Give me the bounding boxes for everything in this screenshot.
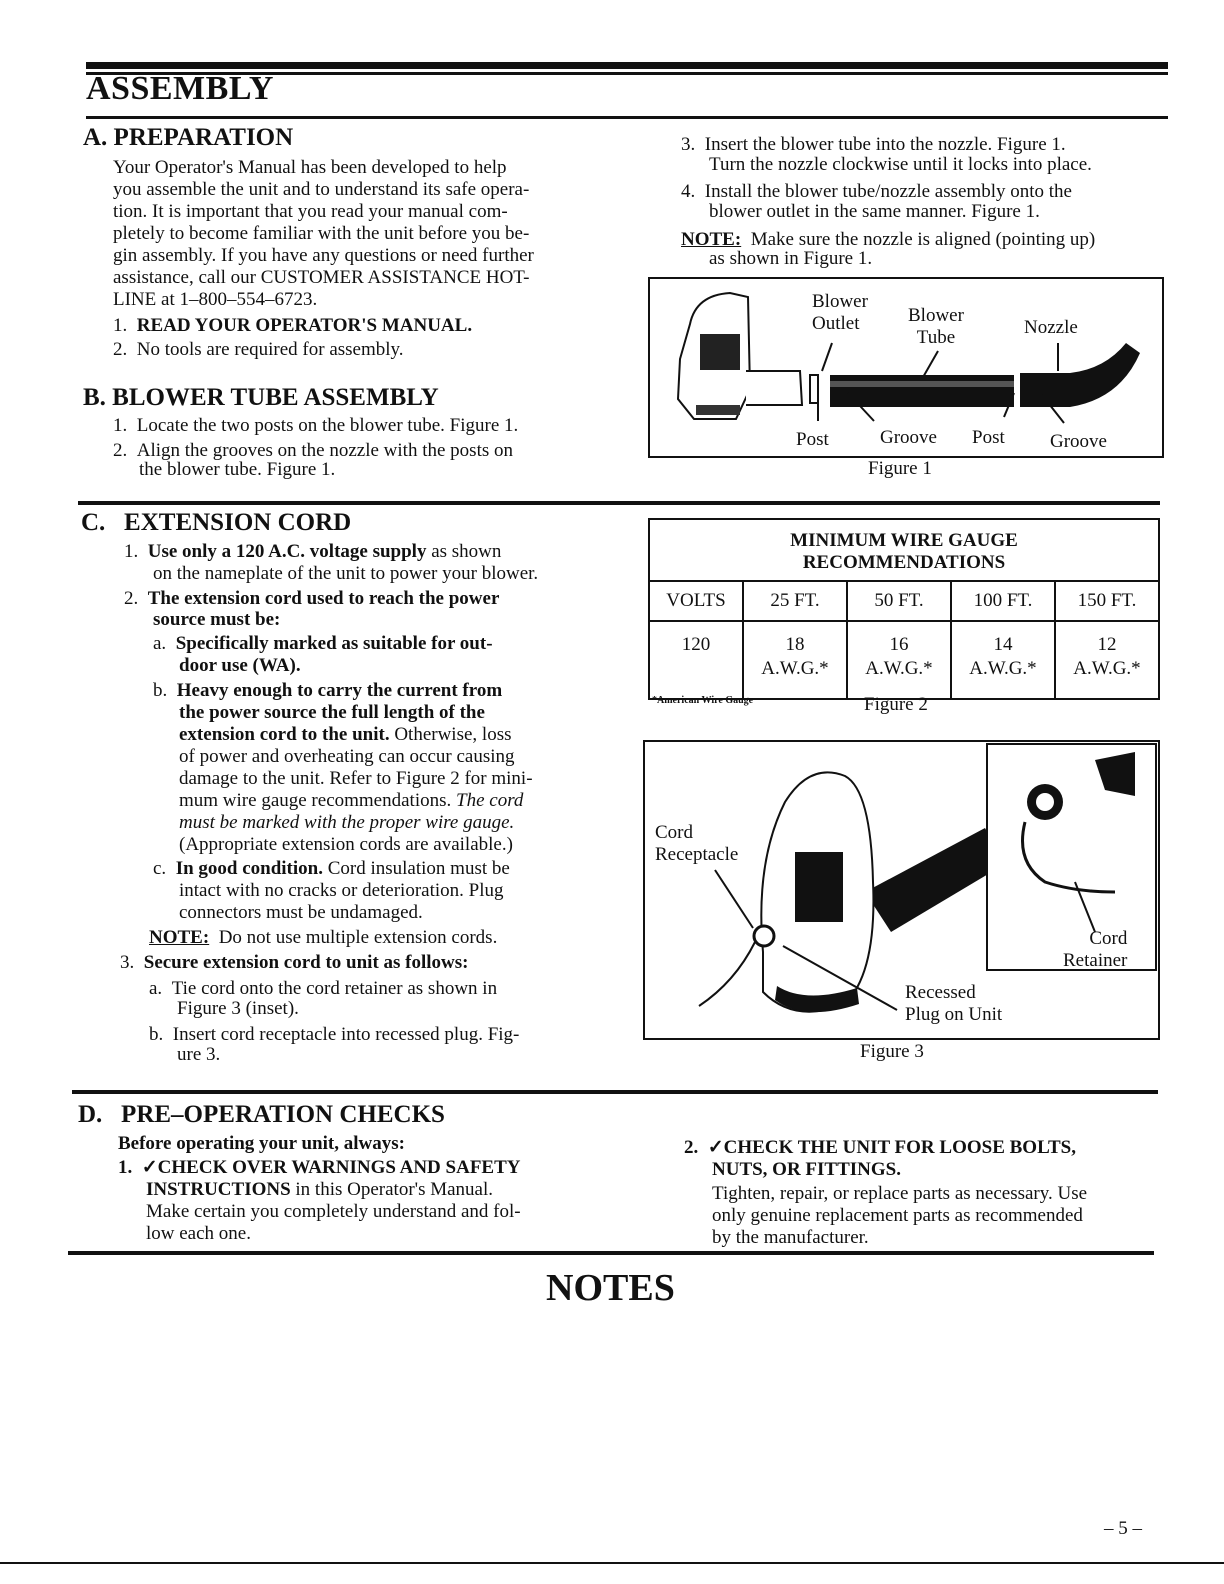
blower-item-3: 3. Insert the blower tube into the nozzle. Figure 1.	[681, 134, 1066, 155]
divider-c	[78, 501, 1160, 505]
preop-check-1-l2: INSTRUCTIONS in this Operator's Manual.	[146, 1179, 494, 1200]
blower-cord-diagram	[645, 742, 1158, 1038]
label-groove-2: Groove	[1050, 431, 1107, 452]
blower-item-2: 2. Align the grooves on the nozzle with the posts on	[113, 440, 513, 461]
page-number: – 5 –	[1104, 1518, 1142, 1539]
ext-item-2: 2. The extension cord used to reach the power	[124, 588, 500, 609]
preop-intro: Before operating your unit, always:	[118, 1133, 405, 1154]
figure-1-caption: Figure 1	[868, 458, 932, 479]
ext-item-2a-cont: door use (WA).	[179, 655, 301, 676]
top-rule	[86, 62, 1168, 69]
figure-2-caption: Figure 2	[864, 694, 928, 715]
prep-line: assistance, call our CUSTOMER ASSISTANCE HOT-	[113, 267, 530, 288]
preop-check-2-l4: only genuine replacement parts as recommended	[712, 1205, 1083, 1226]
ext-item-2c: c. In good condition. Cord insulation must be	[153, 858, 510, 879]
ext-item-2b: b. Heavy enough to carry the current from	[153, 680, 503, 701]
ext-item-2c-l2: intact with no cracks or deterioration. Plug	[179, 880, 504, 901]
prep-item-1: 1. READ YOUR OPERATOR'S MANUAL.	[113, 315, 473, 336]
prep-line: you assemble the unit and to understand its safe opera-	[113, 179, 530, 200]
col-100ft: 100 FT.	[951, 581, 1055, 621]
title-rule	[86, 116, 1168, 119]
label-cord-receptacle: Cord Receptacle	[655, 822, 739, 865]
blower-note: NOTE: Make sure the nozzle is aligned (pointing up)	[681, 229, 1096, 250]
ext-item-3a: a. Tie cord onto the cord retainer as shown in	[149, 978, 498, 999]
col-150ft: 150 FT.	[1055, 581, 1159, 621]
ext-item-1-cont: on the nameplate of the unit to power your blower.	[153, 563, 539, 584]
label-blower-tube: Blower Tube	[908, 305, 964, 348]
col-volts: VOLTS	[649, 581, 743, 621]
divider-d	[72, 1090, 1158, 1094]
ext-item-2a: a. Specifically marked as suitable for out-	[153, 633, 493, 654]
table-row	[649, 621, 1159, 699]
section-preparation-heading: A. PREPARATION	[83, 124, 294, 151]
col-50ft: 50 FT.	[847, 581, 951, 621]
ext-item-3: 3. Secure extension cord to unit as follows:	[120, 952, 469, 973]
ext-item-2b-l2: the power source the full length of the	[179, 702, 485, 723]
preop-check-1-l3: Make certain you completely understand and fol-	[146, 1201, 521, 1222]
prep-line: tion. It is important that you read your manual com-	[113, 201, 508, 222]
preop-check-2-l5: by the manufacturer.	[712, 1227, 869, 1248]
ext-item-2-cont: source must be:	[153, 609, 281, 630]
bottom-rule	[0, 1562, 1224, 1564]
wire-gauge-table	[648, 518, 1160, 700]
ext-item-3a-cont: Figure 3 (inset).	[177, 998, 299, 1019]
ext-item-2b-l8: (Appropriate extension cords are available.)	[179, 834, 513, 855]
section-preop-heading: D. PRE–OPERATION CHECKS	[78, 1101, 445, 1128]
blower-item-1: 1. Locate the two posts on the blower tube. Figure 1.	[113, 415, 519, 436]
ext-note: NOTE: Do not use multiple extension cords.	[149, 927, 498, 948]
ext-item-2b-l3: extension cord to the unit. Otherwise, loss	[179, 724, 512, 745]
ext-item-2b-l4: of power and overheating can occur causing	[179, 746, 515, 767]
divider-notes	[68, 1251, 1154, 1255]
col-25ft: 25 FT.	[743, 581, 847, 621]
page-title: ASSEMBLY	[86, 70, 274, 107]
prep-line: LINE at 1–800–554–6723.	[113, 289, 318, 310]
label-post-1: Post	[796, 429, 829, 450]
preop-check-2-l3: Tighten, repair, or replace parts as necessary. Use	[712, 1183, 1088, 1204]
ext-item-2b-l5: damage to the unit. Refer to Figure 2 for mini-	[179, 768, 533, 789]
prep-line: Your Operator's Manual has been developed to help	[113, 157, 507, 178]
label-nozzle: Nozzle	[1024, 317, 1078, 338]
cell-150ft: 12 A.W.G.*	[1055, 621, 1159, 699]
notes-title: NOTES	[546, 1267, 675, 1309]
prep-line: pletely to become familiar with the unit before you be-	[113, 223, 530, 244]
label-post-2: Post	[972, 427, 1005, 448]
table-footnote: *American Wire Gauge	[652, 695, 754, 706]
ext-item-1: 1. Use only a 120 A.C. voltage supply as shown	[124, 541, 502, 562]
preop-check-2-l2: NUTS, OR FITTINGS.	[712, 1159, 901, 1180]
label-blower-outlet: Blower Outlet	[812, 291, 868, 334]
prep-line: gin assembly. If you have any questions or need further	[113, 245, 534, 266]
ext-item-2b-l6: mum wire gauge recommendations. The cord	[179, 790, 524, 811]
cell-100ft: 14 A.W.G.*	[951, 621, 1055, 699]
prep-item-2: 2. No tools are required for assembly.	[113, 339, 404, 360]
preop-check-2: 2. ✓CHECK THE UNIT FOR LOOSE BOLTS,	[684, 1137, 1076, 1158]
table-header: MINIMUM WIRE GAUGE RECOMMENDATIONS	[649, 519, 1159, 581]
cell-50ft: 16 A.W.G.*	[847, 621, 951, 699]
blower-item-2-cont: the blower tube. Figure 1.	[139, 459, 336, 480]
ext-item-2b-l7: must be marked with the proper wire gauge.	[179, 812, 515, 833]
ext-item-2c-l3: connectors must be undamaged.	[179, 902, 423, 923]
figure-1-box	[648, 277, 1164, 458]
ext-item-3b-cont: ure 3.	[177, 1044, 221, 1065]
blower-item-3-cont: Turn the nozzle clockwise until it locks into place.	[709, 154, 1092, 175]
blower-note-cont: as shown in Figure 1.	[709, 248, 873, 269]
label-recessed-plug: Recessed Plug on Unit	[905, 982, 1003, 1025]
section-extension-heading: C. EXTENSION CORD	[81, 509, 352, 536]
cell-25ft: 18 A.W.G.*	[743, 621, 847, 699]
blower-item-4: 4. Install the blower tube/nozzle assembly onto the	[681, 181, 1072, 202]
preop-check-1: 1. ✓CHECK OVER WARNINGS AND SAFETY	[118, 1157, 521, 1178]
preop-check-1-l4: low each one.	[146, 1223, 251, 1244]
figure-3-caption: Figure 3	[860, 1041, 924, 1062]
table-header-row	[649, 581, 1159, 621]
ext-item-3b: b. Insert cord receptacle into recessed plug. Fig-	[149, 1024, 520, 1045]
section-blower-heading: B. BLOWER TUBE ASSEMBLY	[83, 384, 439, 411]
label-groove-1: Groove	[880, 427, 937, 448]
cell-volts: 120	[649, 621, 743, 699]
figure-3-box	[643, 740, 1160, 1040]
blower-item-4-cont: blower outlet in the same manner. Figure 1.	[709, 201, 1040, 222]
label-cord-retainer: Cord Retainer	[1063, 928, 1128, 971]
